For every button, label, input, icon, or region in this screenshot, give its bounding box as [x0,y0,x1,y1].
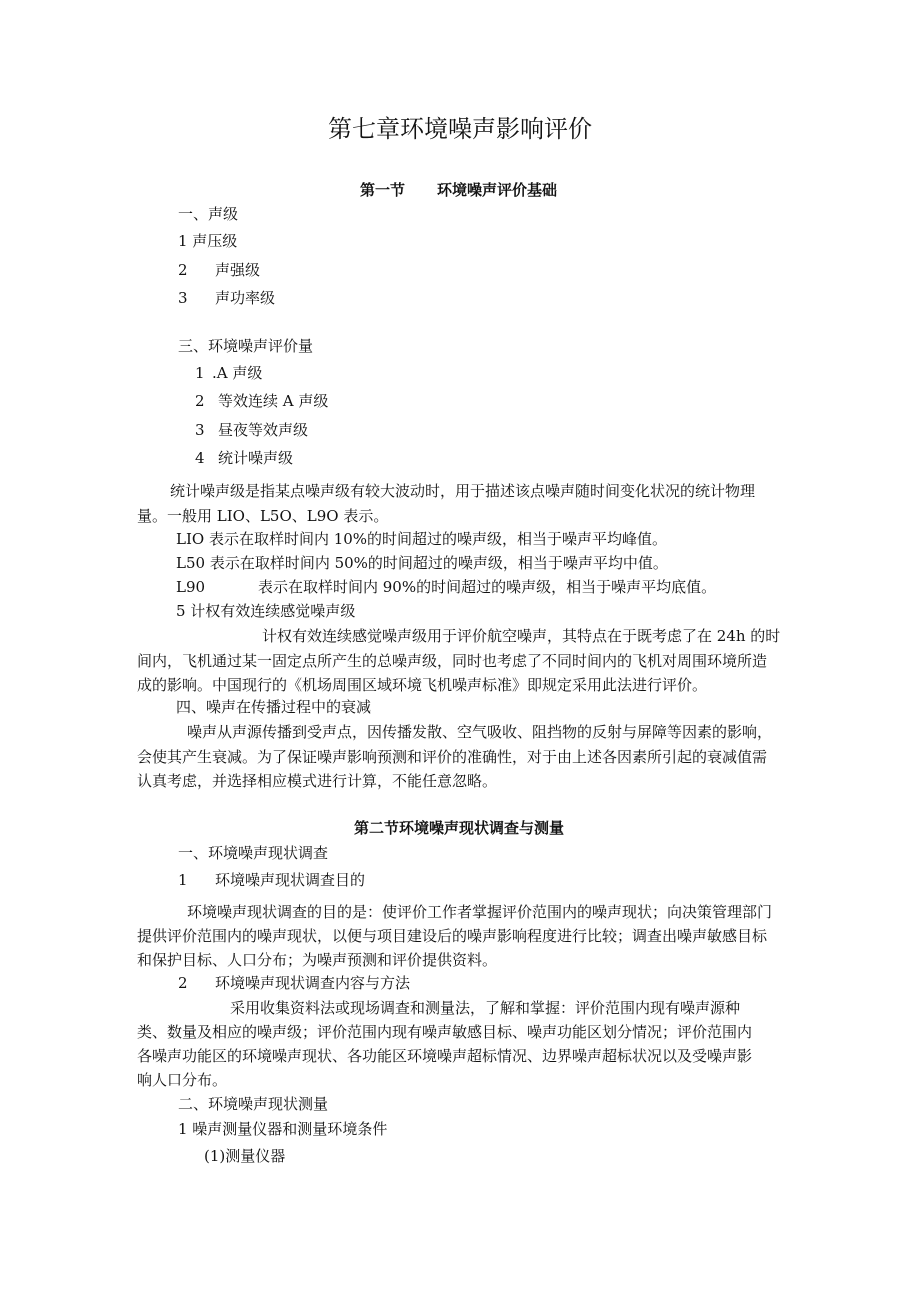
item-sound-intensity-level: 2 声强级 [178,261,261,279]
item-survey-content-method: 2 环境噪声现状调查内容与方法 [178,974,411,992]
heading-noise-survey: 一、环境噪声现状调查 [178,844,329,862]
paragraph-statistical-line-2: 量。一般用 LIO、L5O、L9O 表示。 [137,507,389,525]
item-statistical-noise-level: 4 统计噪声级 [195,449,294,467]
paragraph-wecpnl-line-1: 计权有效连续感觉噪声级用于评价航空噪声，其特点在于既考虑了在 24h 的时 [262,627,781,645]
item-measuring-instruments: (1)测量仪器 [204,1147,286,1165]
section-2-heading: 第二节环境噪声现状调查与测量 [354,819,565,837]
paragraph-statistical-line-1: 统计噪声级是指某点噪声级有较大波动时，用于描述该点噪声随时间变化状况的统计物理 [170,482,756,500]
paragraph-attenuation-line-2: 会使其产生衰减。为了保证噪声影响预测和评价的准确性，对于由上述各因素所引起的衰减值需 [137,748,768,766]
section-1-heading [360,181,557,199]
paragraph-method-line-3: 各噪声功能区的环境噪声现状、各功能区环境噪声超标情况、边界噪声超标状况以及受噪声影 [137,1047,753,1065]
paragraph-method-line-4: 响人口分布。 [137,1071,228,1089]
paragraph-method-line-2: 类、数量及相应的噪声级；评价范围内现有噪声敏感目标、噪声功能区划分情况；评价范围内 [137,1023,753,1041]
paragraph-wecpnl-line-3: 成的影响。中国现行的《机场周围区域环境飞机噪声标准》即规定采用此法进行评价。 [137,676,708,694]
l50-definition: L50 表示在取样时间内 50%的时间超过的噪声级，相当于噪声平均中值。 [176,554,668,572]
heading-noise-evaluation-quantities: 三、环境噪声评价量 [178,337,314,355]
section-1-title: 环境噪声评价基础 [437,181,558,199]
l90-definition: L90 表示在取样时间内 90%的时间超过的噪声级，相当于噪声平均底值。 [176,578,717,596]
paragraph-purpose-line-2: 提供评价范围内的噪声现状，以便与项目建设后的噪声影响程度进行比较；调查出噪声敏感目标 [137,927,768,945]
section-1-number: 第一节 [360,181,406,199]
page-title: 第七章环境噪声影响评价 [328,115,592,143]
item-sound-power-level: 3 声功率级 [178,289,276,307]
item-equivalent-a-level: 2 等效连续 A 声级 [195,392,329,410]
paragraph-method-line-1: 采用收集资料法或现场调查和测量法，了解和掌握：评价范围内现有噪声源种 [230,999,741,1017]
paragraph-purpose-line-3: 和保护目标、人口分布；为噪声预测和评价提供资料。 [137,951,498,969]
item-survey-purpose: 1 环境噪声现状调查目的 [178,871,366,889]
item-a-weighted-level: 1 .A 声级 [195,364,263,382]
item-wecpnl: 5 计权有效连续感觉噪声级 [176,602,356,620]
paragraph-wecpnl-line-2: 间内，飞机通过某一固定点所产生的总噪声级，同时也考虑了不同时间内的飞机对周围环境所造 [137,652,768,670]
l10-definition: LIO 表示在取样时间内 10%的时间超过的噪声级，相当于噪声平均峰值。 [176,530,668,548]
paragraph-attenuation-line-1: 噪声从声源传播到受声点，因传播发散、空气吸收、阻挡物的反射与屏障等因素的影响， [187,723,773,741]
item-day-night-level: 3 昼夜等效声级 [195,421,309,439]
item-instruments-conditions: 1 噪声测量仪器和测量环境条件 [178,1120,388,1138]
paragraph-purpose-line-1: 环境噪声现状调查的目的是：使评价工作者掌握评价范围内的噪声现状；向决策管理部门 [187,903,773,921]
heading-sound-level: 一、声级 [178,205,239,223]
heading-attenuation: 四、噪声在传播过程中的衰减 [176,698,372,716]
heading-noise-measurement: 二、环境噪声现状测量 [178,1095,329,1113]
paragraph-attenuation-line-3: 认真考虑，并选择相应模式进行计算，不能任意忽略。 [137,772,498,790]
item-sound-pressure-level: 1 声压级 [178,232,238,250]
